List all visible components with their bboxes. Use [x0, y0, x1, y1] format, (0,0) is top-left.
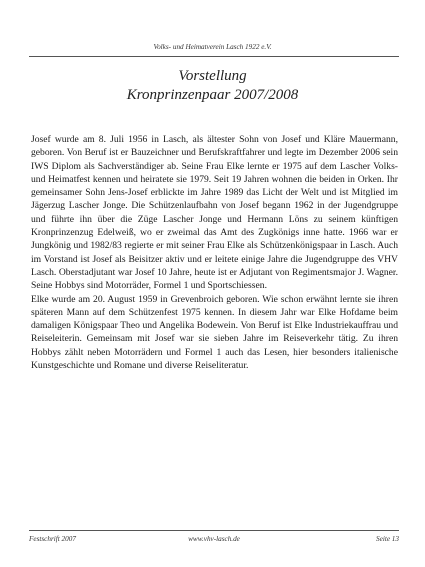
paragraph-elke: Elke wurde am 20. August 1959 in Grevenbroich geboren. Wie schon erwähnt lernte sie ihren späteren Mann auf dem Schützenfest 1975 kennen. In diesem Jahr war Elke Hofdame beim damaligen Königspaar Theo und Angelika Bodewein. Von Beruf ist Elke Industriekauffrau und Reiseleiterin. Gemeinsam mit Josef war sie sieben Jahre im Reiseverkehr tätig. Zu ihren Hobbys zählt neben Motorrädern und Formel 1 auch das Lesen, hier besonders italienische Kunstgeschichte und Romane und diverse Reiseliteratur.	[31, 293, 398, 372]
running-header: Volks- und Heimatverein Lasch 1922 e.V.	[153, 43, 272, 51]
footer-website-link[interactable]: www.vhv-lasch.de	[188, 535, 240, 543]
body-text	[31, 133, 398, 372]
footer-publication: Festschrift 2007	[29, 535, 76, 543]
page-title	[0, 67, 425, 105]
paragraph-josef: Josef wurde am 8. Juli 1956 in Lasch, als ältester Sohn von Josef und Kläre Mauermann, geboren. Von Beruf ist er Bauzeichner und Berufskraftfahrer und legte im Dezember 2006 sein IWS Diplom als Sachverständiger ab. Seine Frau Elke lernte er 1975 auf dem Lascher Volks- und Heimatfest kennen und heiratete sie 1979. Seit 19 Jahren wohnen die beiden in Orken. Ihr gemeinsamer Sohn Jens-Josef erblickte im Jahre 1989 das Licht der Welt und ist Mitglied im Jägerzug Lascher Jonge. Die Schützenlaufbahn von Josef begann 1962 in der Jugendgruppe und führte ihn über die Züge Lascher Jonge und Hermann Löns zu seinem künftigen Kronprinzenzug Edelweiß, wo er zweimal das Amt des Zugkönigs inne hatte. 1966 war er Jungkönig und 1982/83 regierte er mit seiner Frau Elke als Schützenkönigspaar in Lasch. Auch im Vorstand ist Josef als Beisitzer aktiv und er leitete einige Jahre die Jugendgruppe des VHV Lasch. Oberstadjutant war Josef 10 Jahre, heute ist er Adjutant von Regimentsmajor J. Wagner. Seine Hobbys sind Motorräder, Formel 1 und Sportschiessen.	[31, 134, 398, 292]
footer-page-number: Seite 13	[376, 535, 399, 543]
header-divider	[29, 56, 399, 57]
footer-divider	[29, 530, 399, 531]
title-line-2: Kronprinzenpaar 2007/2008	[126, 87, 299, 103]
title-line-1: Vorstellung	[178, 68, 247, 84]
